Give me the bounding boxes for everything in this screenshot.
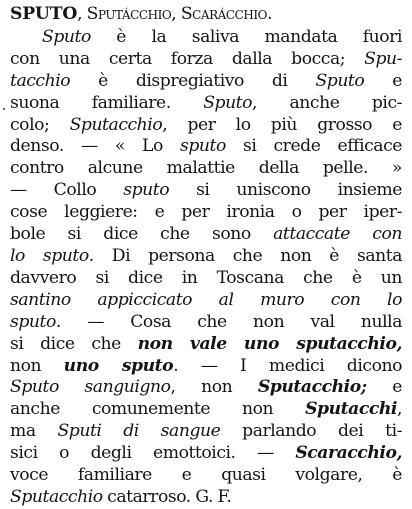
emphasis-run: Sputacchio bbox=[69, 114, 163, 135]
emphasis-run: tacchio bbox=[10, 70, 71, 91]
emphasis-run: non vale uno sputacchio, bbox=[137, 333, 402, 354]
dictionary-entry bbox=[10, 4, 402, 509]
text-line bbox=[10, 246, 402, 268]
text-run: con una certa forza dalla bocca; bbox=[10, 48, 365, 69]
text-run: è la saliva mandata fuori bbox=[90, 26, 402, 47]
text-line bbox=[10, 71, 402, 93]
text-line bbox=[10, 136, 402, 158]
text-line bbox=[10, 180, 402, 202]
text-run: voce familiare e quasi volgare, è bbox=[10, 465, 402, 486]
text-run: colo; bbox=[10, 114, 70, 135]
text-run: — Collo bbox=[10, 180, 124, 201]
text-line bbox=[10, 49, 402, 71]
entry-headword: SPUTO bbox=[10, 4, 78, 24]
text-run: sici o degli emottoici. — bbox=[10, 443, 296, 464]
text-line bbox=[10, 443, 402, 465]
text-run: contro alcune malattie della pelle. » bbox=[10, 158, 402, 179]
heading-separator: , bbox=[171, 4, 181, 24]
entry-body bbox=[10, 27, 402, 509]
text-run: , anche pic- bbox=[252, 92, 403, 113]
text-run: è dispregiativo di bbox=[70, 70, 316, 91]
text-run: bole si dice che sono bbox=[10, 224, 274, 245]
text-run: e bbox=[364, 70, 402, 91]
emphasis-run: Sputo sanguigno bbox=[10, 377, 171, 398]
text-run: , bbox=[396, 399, 402, 420]
text-line bbox=[10, 290, 402, 312]
emphasis-run: lo sputo bbox=[10, 245, 89, 266]
emphasis-run: sputo bbox=[123, 180, 170, 201]
emphasis-run: uno sputo bbox=[63, 355, 174, 376]
text-line bbox=[10, 202, 402, 224]
text-run: non bbox=[10, 355, 64, 376]
text-line bbox=[10, 27, 402, 49]
text-run: . Di persona che non è santa bbox=[88, 245, 402, 266]
text-line bbox=[10, 356, 402, 378]
text-run: cose leggiere: e per ironia o per iper- bbox=[10, 202, 402, 223]
text-run: davvero si dice in Toscana che è un bbox=[10, 267, 402, 288]
entry-variant: Sputácchio bbox=[86, 4, 172, 24]
emphasis-run: Sputo bbox=[42, 26, 91, 47]
emphasis-run: Sputacchio; bbox=[257, 377, 367, 398]
text-run: denso. — « Lo bbox=[10, 136, 180, 157]
emphasis-run: sputo bbox=[10, 311, 56, 332]
emphasis-run: attaccate con bbox=[273, 224, 402, 245]
text-run: e bbox=[366, 377, 402, 398]
text-line bbox=[10, 465, 402, 487]
text-line bbox=[10, 399, 402, 421]
text-run: anche comunemente non bbox=[10, 399, 306, 420]
text-run: si dice che bbox=[10, 333, 138, 354]
text-line bbox=[10, 158, 402, 180]
text-line bbox=[10, 377, 402, 399]
text-run: , non bbox=[170, 377, 258, 398]
emphasis-run: Sputo bbox=[315, 70, 365, 91]
text-line bbox=[10, 487, 402, 509]
emphasis-run: Scaracchio, bbox=[295, 443, 402, 464]
emphasis-run: Sputacchi bbox=[305, 399, 397, 420]
text-line bbox=[10, 334, 402, 356]
emphasis-run: santino appiccicato al muro con lo bbox=[10, 289, 402, 310]
emphasis-run: Sputo bbox=[203, 92, 253, 113]
text-run: , per lo più grosso e bbox=[162, 114, 402, 135]
emphasis-run: Sputacchio bbox=[10, 486, 103, 507]
emphasis-run: Spu- bbox=[364, 48, 402, 69]
text-run: ma bbox=[10, 421, 58, 442]
text-line bbox=[10, 421, 402, 443]
entry-variant: Scarácchio bbox=[180, 4, 268, 24]
text-run: parlando dei ti- bbox=[220, 421, 402, 442]
text-run: suona familiare. bbox=[10, 92, 204, 113]
text-run: . — Cosa che non val nulla bbox=[55, 311, 402, 332]
text-line bbox=[10, 312, 402, 334]
text-line bbox=[10, 115, 402, 137]
entry-heading bbox=[10, 4, 402, 26]
text-run: catarroso. G. F. bbox=[102, 486, 232, 507]
text-run: si crede efficace bbox=[225, 136, 403, 157]
text-run: si uniscono insieme bbox=[169, 180, 402, 201]
heading-end: . bbox=[267, 4, 273, 24]
emphasis-run: sputo bbox=[179, 136, 226, 157]
text-line bbox=[10, 93, 402, 115]
text-line bbox=[10, 268, 402, 290]
emphasis-run: Sputi di sangue bbox=[57, 421, 221, 442]
heading-separator: , bbox=[77, 4, 87, 24]
print-speck bbox=[3, 108, 5, 110]
text-line bbox=[10, 224, 402, 246]
text-run: . — I medici dicono bbox=[173, 355, 402, 376]
